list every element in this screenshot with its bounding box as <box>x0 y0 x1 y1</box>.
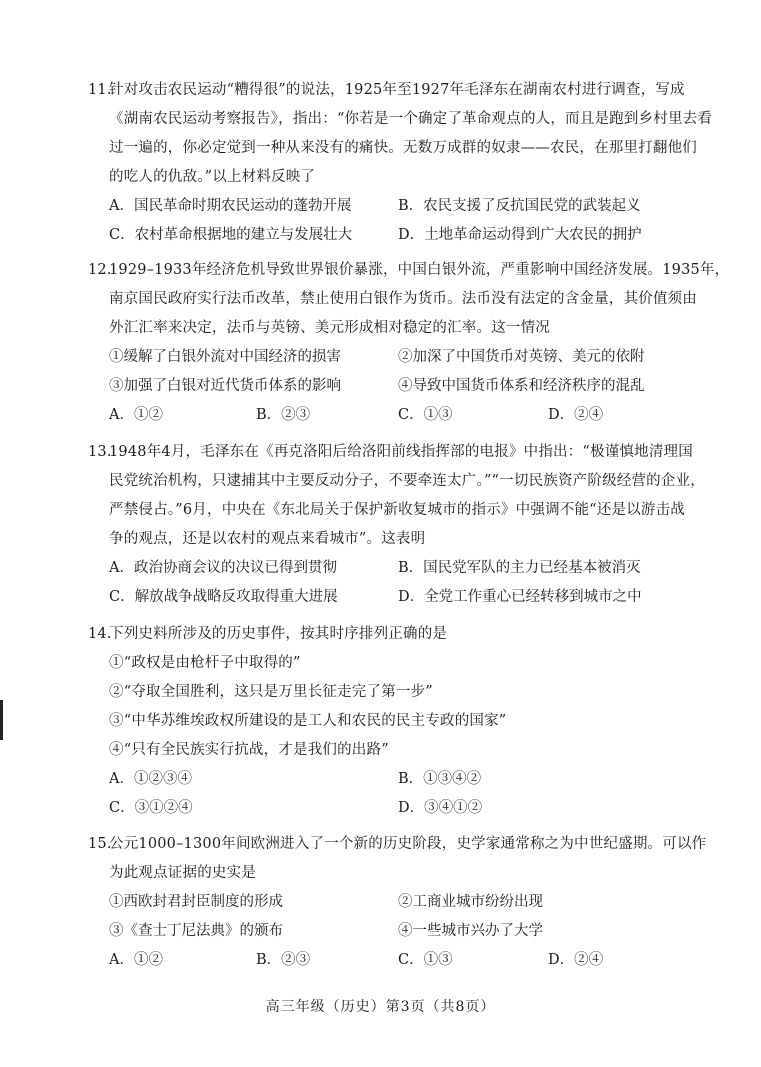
question-number: 15. <box>88 836 112 852</box>
item-row <box>88 888 708 917</box>
option-a: A．政治协商会议的决议已得到贯彻 <box>109 560 337 576</box>
option-c: C．①③ <box>398 407 453 423</box>
option-row <box>88 794 708 823</box>
question-stem-line: 《湖南农民运动考察报告》，指出：“你若是一个确定了革命观点的人，而且是跑到乡村里去看 <box>109 111 713 127</box>
option-a: A．国民革命时期农民运动的蓬勃开展 <box>109 198 352 214</box>
scan-mark <box>0 700 3 740</box>
item-row <box>88 343 708 372</box>
statement-item: ②工商业城市纷纷出现 <box>398 894 543 910</box>
option-b: B．农民支援了反抗国民党的武装起义 <box>398 198 641 214</box>
statement-item: ①缓解了白银外流对中国经济的损害 <box>109 349 341 365</box>
question-number: 12. <box>88 262 112 278</box>
statement-item: ③《查士丁尼法典》的颁布 <box>109 923 283 939</box>
question-stem-line: 下列史料所涉及的历史事件，按其时序排列正确的是 <box>109 626 448 642</box>
option-row <box>88 946 708 975</box>
option-row <box>88 765 708 794</box>
question-11 <box>88 76 713 250</box>
item-row <box>88 917 708 946</box>
question-13 <box>88 438 708 612</box>
option-c: C．解放战争战略反攻取得重大进展 <box>109 589 338 605</box>
question-15 <box>88 830 708 975</box>
option-b: B．国民党军队的主力已经基本被消灭 <box>398 560 641 576</box>
option-d: D．③④①② <box>398 800 483 816</box>
question-stem-line: 民党统治机构，只逮捕其中主要反动分子，不要牵连太广。”“一切民族资产阶级经营的企业， <box>109 473 705 489</box>
statement-item: ④一些城市兴办了大学 <box>398 923 543 939</box>
option-row <box>88 221 708 250</box>
option-a: A．①② <box>109 407 163 423</box>
page-footer: 高三年级（历史）第3页（共8页） <box>265 999 496 1015</box>
question-number: 13. <box>88 444 112 460</box>
statement-item: ②“夺取全国胜利，这只是万里长征走完了第一步” <box>109 684 433 700</box>
question-stem-line: 严禁侵占。”6月，中央在《东北局关于保护新收复城市的指示》中强调不能“还是以游击战 <box>109 502 685 518</box>
option-c: C．农村革命根据地的建立与发展壮大 <box>109 227 353 243</box>
statement-item: ④“只有全民族实行抗战，才是我们的出路” <box>109 742 389 758</box>
option-d: D．土地革命运动得到广大农民的拥护 <box>398 227 642 243</box>
option-row <box>88 192 708 221</box>
question-stem-line: 公元1000–1300年间欧洲进入了一个新的历史阶段，史学家通常称之为中世纪盛期。可以作 <box>109 836 707 852</box>
statement-item: ①“政权是由枪杆子中取得的” <box>109 655 301 671</box>
question-stem-line: 的吃人的仇敌。”以上材料反映了 <box>109 169 316 185</box>
item-row <box>88 372 708 401</box>
question-12 <box>88 256 730 430</box>
option-row <box>88 583 708 612</box>
option-c: C．③①②④ <box>109 800 193 816</box>
option-b: B．②③ <box>256 407 311 423</box>
question-stem-line: 针对攻击农民运动“糟得很”的说法，1925年至1927年毛泽东在湖南农村进行调查，写成 <box>109 82 685 98</box>
option-row <box>88 554 708 583</box>
question-stem-line: 争的观点，还是以农村的观点来看城市”。这表明 <box>109 531 426 547</box>
option-a: A．①② <box>109 952 163 968</box>
statement-item: ③“中华苏维埃政权所建设的是工人和农民的民主专政的国家” <box>109 713 507 729</box>
option-d: D．②④ <box>548 952 604 968</box>
option-d: D．全党工作重心已经转移到城市之中 <box>398 589 642 605</box>
option-b: B．②③ <box>256 952 311 968</box>
statement-item: ③加强了白银对近代货币体系的影响 <box>109 378 341 394</box>
question-stem-line: 过一遍的，你必定觉到一种从来没有的痛快。无数万成群的奴隶——农民，在那里打翻他们 <box>109 140 697 156</box>
question-stem-line: 1948年4月，毛泽东在《再克洛阳后给洛阳前线指挥部的电报》中指出：“极谨慎地清理国 <box>109 444 693 460</box>
option-row <box>88 401 708 430</box>
statement-item: ①西欧封君封臣制度的形成 <box>109 894 283 910</box>
option-b: B．①③④② <box>398 771 482 787</box>
question-stem-line: 南京国民政府实行法币改革，禁止使用白银作为货币。法币没有法定的含金量，其价值须由 <box>109 291 697 307</box>
option-c: C．①③ <box>398 952 453 968</box>
statement-item: ②加深了中国货币对英镑、美元的依附 <box>398 349 645 365</box>
question-stem-line: 为此观点证据的史实是 <box>109 865 256 881</box>
statement-item: ④导致中国货币体系和经济秩序的混乱 <box>398 378 645 394</box>
question-14 <box>88 620 708 823</box>
option-a: A．①②③④ <box>109 771 192 787</box>
option-d: D．②④ <box>548 407 604 423</box>
question-number: 11. <box>88 82 112 98</box>
question-stem-line: 外汇汇率来决定，法币与英镑、美元形成相对稳定的汇率。这一情况 <box>109 320 550 336</box>
question-stem-line: 1929–1933年经济危机导致世界银价暴涨，中国白银外流，严重影响中国经济发展。1935年， <box>109 262 730 278</box>
question-number: 14. <box>88 626 112 642</box>
